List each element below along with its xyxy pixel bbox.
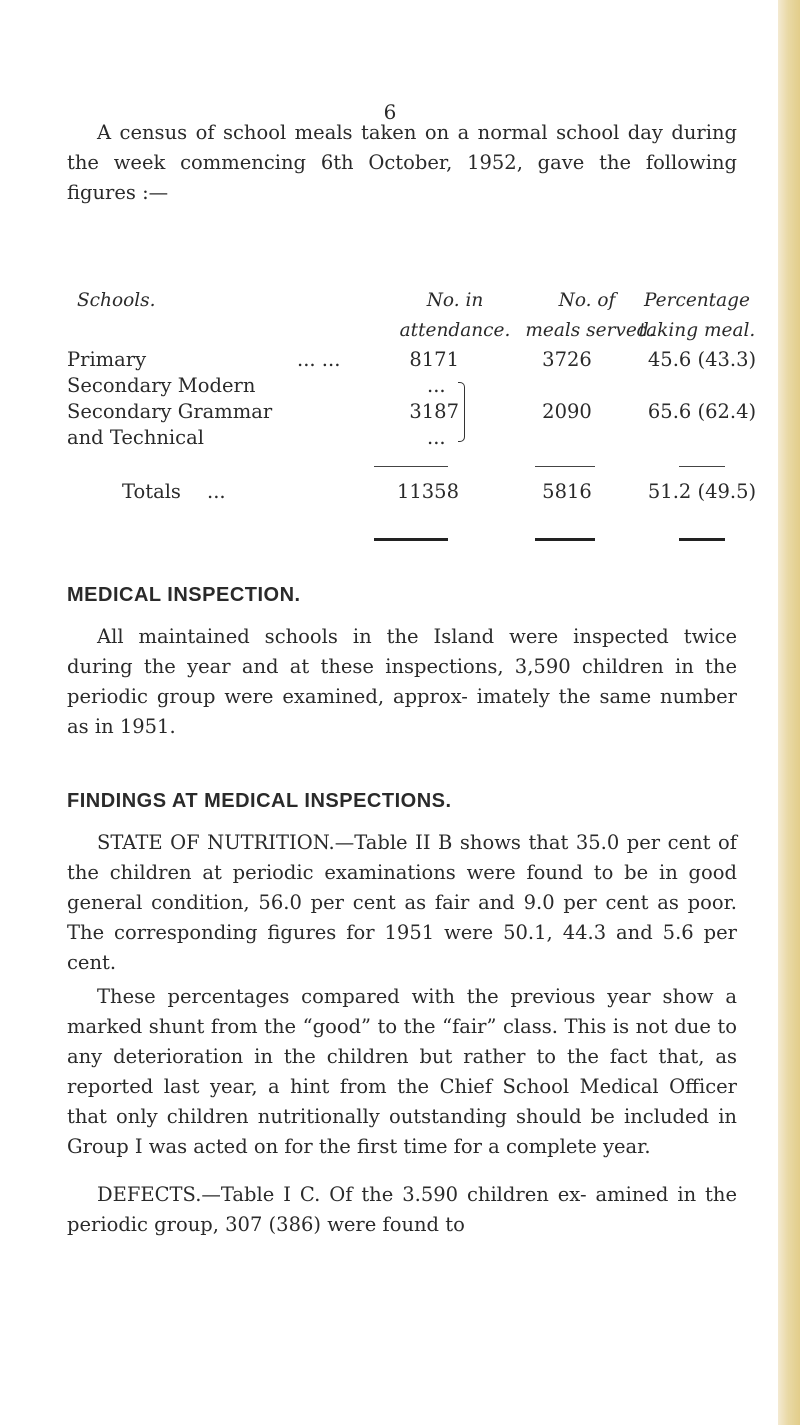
row-primary-dots: ... ... xyxy=(297,348,341,371)
defects-paragraph: DEFECTS.—Table I C. Of the 3.590 children ex- amined in the periodic group, 307 (386) were found to xyxy=(67,1183,737,1236)
row-secondary-attendance: 3187 xyxy=(409,400,459,423)
row-primary-meals: 3726 xyxy=(542,348,592,371)
header-schools: Schools. xyxy=(77,290,156,311)
rule-attendance xyxy=(374,466,448,467)
header-attendance-line1: No. in xyxy=(426,290,484,311)
row-secondary-name-line3: and Technical xyxy=(67,426,204,449)
header-attendance-line2: attendance. xyxy=(399,320,511,341)
page-number: 6 xyxy=(383,100,397,124)
rule-percentage-bottom xyxy=(679,538,725,541)
percentages-paragraph: These percentages compared with the previous year show a marked shunt from the “good” to the “fair” class. This is not due to any deterioration in the children but rather to the fact that, as reported last year, a hint from the Chief School Medical Officer that only children nutritionally outstanding should be included in Group I was acted on for the first time for a complete year. xyxy=(67,985,737,1158)
rule-meals-bottom xyxy=(535,538,595,541)
row-secondary-brace xyxy=(458,382,465,442)
school-meals-table xyxy=(67,290,757,560)
row-secondary-name-line1: Secondary Modern xyxy=(67,374,256,397)
nutrition-paragraph: STATE OF NUTRITION.—Table II B shows that 35.0 per cent of the children at periodic examinations were found to be in good general condition, 56.0 per cent as fair and 9.0 per cent as poor. The corresponding figures for 1951 were 50.1, 44.3 and 5.6 per cent. xyxy=(67,831,737,974)
row-secondary-percentage: 65.6 (62.4) xyxy=(647,400,757,423)
totals-dots: ... xyxy=(207,480,226,503)
page-edge xyxy=(778,0,800,1425)
totals-percentage: 51.2 (49.5) xyxy=(647,480,757,503)
totals-attendance: 11358 xyxy=(396,480,459,503)
medical-inspection-heading: MEDICAL INSPECTION. xyxy=(67,584,301,606)
row-secondary-dots-1: ... xyxy=(427,374,446,397)
intro-paragraph: A census of school meals taken on a normal school day during the week commencing 6th October, 1952, gave the following figures :— xyxy=(67,121,737,204)
header-percentage-line1: Percentage xyxy=(644,290,750,311)
row-secondary-name-line2: Secondary Grammar xyxy=(67,400,273,423)
medical-inspection-paragraph: All maintained schools in the Island were inspected twice during the year and at these inspections, 3,590 children in the periodic group were examined, approx- imately the same number as in 1951. xyxy=(67,625,737,738)
header-percentage-line2: taking meal. xyxy=(638,320,756,341)
header-meals-line1: No. of xyxy=(558,290,616,311)
row-secondary-meals: 2090 xyxy=(542,400,592,423)
rule-percentage xyxy=(679,466,725,467)
row-primary-attendance: 8171 xyxy=(409,348,459,371)
totals-meals: 5816 xyxy=(542,480,592,503)
findings-heading: FINDINGS AT MEDICAL INSPECTIONS. xyxy=(67,790,452,812)
row-primary-name: Primary xyxy=(67,348,147,371)
rule-meals xyxy=(535,466,595,467)
rule-attendance-bottom xyxy=(374,538,448,541)
row-secondary-dots-3: ... xyxy=(427,426,446,449)
header-meals-line2: meals served. xyxy=(525,320,655,341)
row-primary-percentage: 45.6 (43.3) xyxy=(647,348,757,371)
totals-label: Totals xyxy=(122,480,181,503)
